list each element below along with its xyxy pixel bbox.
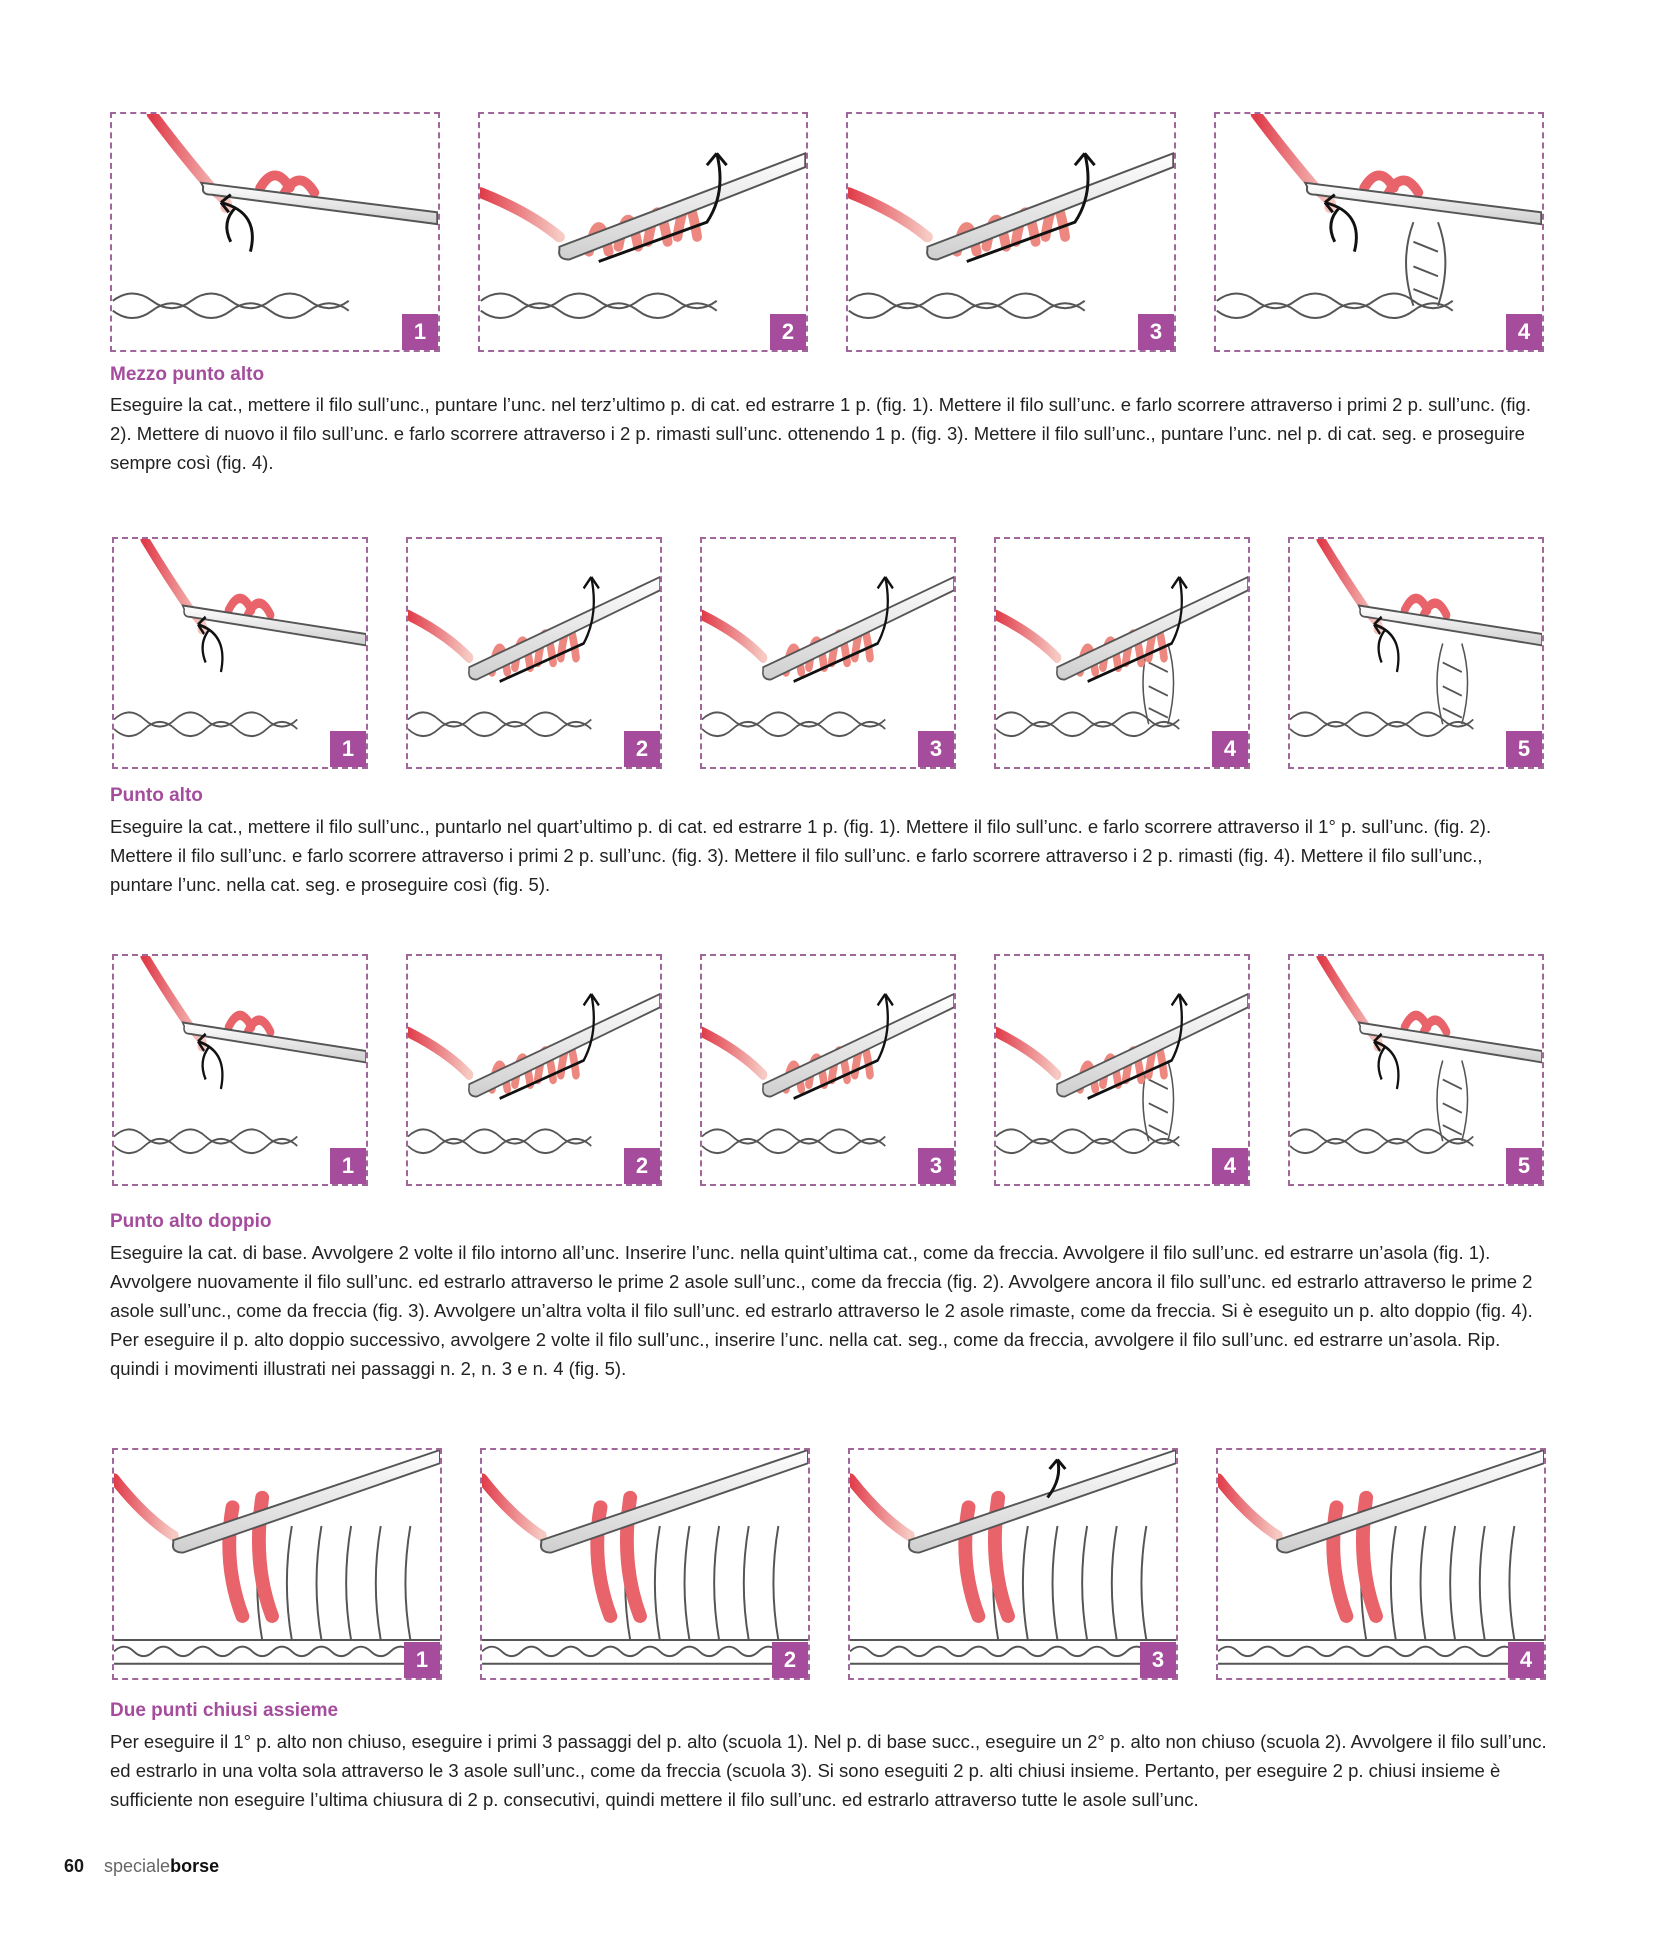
figure-number: 4 xyxy=(1506,314,1542,350)
page-number: 60 xyxy=(64,1856,85,1876)
figure-number: 3 xyxy=(918,731,954,767)
figure-frame xyxy=(700,954,956,1186)
figure-frame xyxy=(846,112,1176,352)
figure-frame xyxy=(848,1448,1178,1680)
figure-number: 2 xyxy=(770,314,806,350)
section-title: Mezzo punto alto xyxy=(110,364,265,385)
crochet-illustration xyxy=(1290,956,1542,1184)
crochet-illustration xyxy=(480,114,806,350)
crochet-illustration xyxy=(996,956,1248,1184)
figure-frame xyxy=(994,537,1250,769)
crochet-illustration xyxy=(114,1450,440,1678)
figure-frame xyxy=(478,112,808,352)
figure-frame xyxy=(112,537,368,769)
section-title: Punto alto xyxy=(110,785,203,806)
figure-frame xyxy=(1288,954,1544,1186)
section-text: Eseguire la cat. di base. Avvolgere 2 volte il filo intorno all’unc. Inserire l’unc. nella quint’ultima cat., come da freccia. Avvolgere il filo sull’unc. ed estrarre un’asola (fig. 1). Avvolgere nuovamente il filo sull’unc. ed estrarlo attraverso le prime 2 asole sull’unc., come da freccia (fig. 2). Avvolgere ancora il filo sull’unc. ed estrarlo attraverso le prime 2 asole sull’unc., come da freccia (fig. 3). Avvolgere un’altra volta il filo sull’unc. ed estrarlo attraverso le 2 asole rimaste, come da freccia. Si è eseguito un p. alto doppio (fig. 4). Per eseguire il p. alto doppio successivo, avvolgere 2 volte il filo sull’unc., inserire l’unc. nella cat. seg., come da freccia, avvolgere il filo sull’unc. ed estrarre un’asola. Rip. quindi i movimenti illustrati nei passaggi n. 2, n. 3 e n. 4 (fig. 5). xyxy=(110,1242,1533,1379)
figure-frame xyxy=(1214,112,1544,352)
section-text: Eseguire la cat., mettere il filo sull’unc., puntare l’unc. nel terz’ultimo p. di cat. ed estrarre 1 p. (fig. 1). Mettere il filo sull’unc. e farlo scorrere attraverso i primi 2 p. sull’unc. (fig. 2). Mettere di nuovo il filo sull’unc. e farlo scorrere attraverso i 2 p. rimasti sull’unc. ottenendo 1 p. (fig. 3). Mettere il filo sull’unc., puntare l’unc. nel p. di cat. seg. e proseguire sempre così (fig. 4). xyxy=(110,394,1531,473)
section-title: Punto alto doppio xyxy=(110,1211,272,1232)
figure-number: 1 xyxy=(404,1642,440,1678)
figure-frame xyxy=(406,537,662,769)
crochet-illustration xyxy=(114,956,366,1184)
figure-number: 1 xyxy=(402,314,438,350)
crochet-illustration xyxy=(996,539,1248,767)
magazine-name-part1: speciale xyxy=(104,1856,171,1876)
crochet-illustration xyxy=(848,114,1174,350)
crochet-illustration xyxy=(408,539,660,767)
section-text: Per eseguire il 1° p. alto non chiuso, eseguire i primi 3 passaggi del p. alto (scuola 1). Nel p. di base succ., eseguire un 2° p. alto non chiuso (scuola 2). Avvolgere il filo sull’unc. ed estrarlo in una volta sola attraverso le 3 asole sull’unc., come da freccia (scuola 3). Si sono eseguiti 2 p. alti chiusi insieme. Pertanto, per eseguire 2 p. chiusi insieme è sufficiente non eseguire l’ultima chiusura di 2 p. consecutivi, quindi mettere il filo sull’unc. ed estrarlo attraverso tutte le asole sull’unc. xyxy=(110,1731,1547,1810)
crochet-illustration xyxy=(702,539,954,767)
figure-number: 1 xyxy=(330,731,366,767)
crochet-illustration xyxy=(114,539,366,767)
figure-number: 3 xyxy=(918,1148,954,1184)
figure-frame xyxy=(110,112,440,352)
section-text: Eseguire la cat., mettere il filo sull’unc., puntarlo nel quart’ultimo p. di cat. ed estrarre 1 p. (fig. 1). Mettere il filo sull’unc. e farlo scorrere attraverso il 1° p. sull’unc. (fig. 2). Mettere il filo sull’unc. e farlo scorrere attraverso i primi 2 p. sull’unc. (fig. 3). Mettere il filo sull’unc. e farlo scorrere attraverso i 2 p. rimasti (fig. 4). Mettere il filo sull’unc., puntare l’unc. nella cat. seg. e proseguire così (fig. 5). xyxy=(110,816,1492,895)
figure-number: 2 xyxy=(772,1642,808,1678)
crochet-illustration xyxy=(850,1450,1176,1678)
crochet-illustration xyxy=(112,114,438,350)
page-footer xyxy=(64,1856,219,1877)
crochet-illustration xyxy=(1216,114,1542,350)
figure-frame xyxy=(1288,537,1544,769)
figure-number: 4 xyxy=(1212,1148,1248,1184)
figure-number: 4 xyxy=(1212,731,1248,767)
figure-number: 3 xyxy=(1140,1642,1176,1678)
figure-frame xyxy=(112,954,368,1186)
section-title: Due punti chiusi assieme xyxy=(110,1700,339,1721)
figure-number: 3 xyxy=(1138,314,1174,350)
crochet-illustration xyxy=(408,956,660,1184)
figure-number: 1 xyxy=(330,1148,366,1184)
crochet-illustration xyxy=(702,956,954,1184)
figure-number: 2 xyxy=(624,1148,660,1184)
figure-number: 4 xyxy=(1508,1642,1544,1678)
figure-number: 2 xyxy=(624,731,660,767)
figure-frame xyxy=(700,537,956,769)
crochet-illustration xyxy=(1290,539,1542,767)
figure-frame xyxy=(112,1448,442,1680)
crochet-illustration xyxy=(1218,1450,1544,1678)
figure-frame xyxy=(1216,1448,1546,1680)
figure-frame xyxy=(480,1448,810,1680)
figure-number: 5 xyxy=(1506,1148,1542,1184)
figure-frame xyxy=(994,954,1250,1186)
crochet-illustration xyxy=(482,1450,808,1678)
figure-frame xyxy=(406,954,662,1186)
magazine-name-part2: borse xyxy=(170,1856,220,1876)
figure-number: 5 xyxy=(1506,731,1542,767)
